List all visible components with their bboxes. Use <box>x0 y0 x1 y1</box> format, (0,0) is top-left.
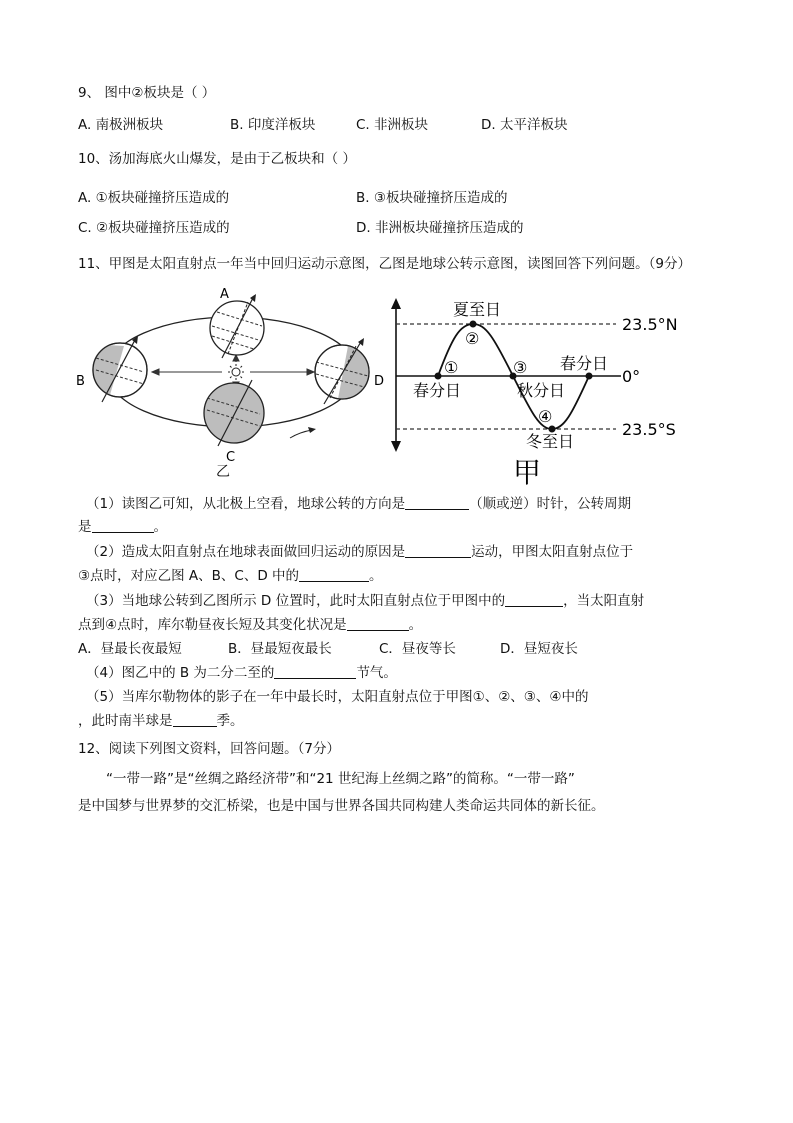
label-n3: ③ <box>513 358 528 377</box>
orbit-figure-title: 乙 <box>216 464 230 480</box>
subsolar-figure-title: 甲 <box>513 456 542 489</box>
blank-p1-direction[interactable] <box>405 495 469 510</box>
q9-option-c: C. 非洲板块 <box>356 117 429 133</box>
q11-p2-line2: ③点时，对应乙图 A、B、C、D 中的 。 <box>78 568 383 584</box>
q12-paragraph-line2: 是中国梦与世界梦的交汇桥梁，也是中国与世界各国共同构建人类命运共同体的新长征。 <box>78 798 605 814</box>
point-2 <box>470 321 477 328</box>
label-winter-solstice: 冬至日 <box>526 432 575 451</box>
label-n4: ④ <box>538 407 553 426</box>
earth-a <box>210 296 264 358</box>
blank-p2-position[interactable] <box>299 567 369 582</box>
q9-stem: 9、 图中②板块是（ ） <box>78 85 216 101</box>
point-1 <box>435 373 442 380</box>
q11-p2-line1: （2）造成太阳直射点在地球表面做回归运动的原因是 运动，甲图太阳直射点位于 <box>86 544 634 560</box>
q11-p3-line1: （3）当地球公转到乙图所示 D 位置时，此时太阳直射点位于甲图中的 ，当太阳直射 <box>86 593 645 609</box>
label-spring-right: 春分日 <box>560 354 609 373</box>
q11-p5-line2: ，此时南半球是 季。 <box>78 713 244 729</box>
earth-b <box>92 338 147 402</box>
blank-p3-daylength[interactable] <box>347 616 409 631</box>
blank-p2-motion[interactable] <box>405 543 471 558</box>
q11-p3-option-a: A．昼最长夜最短 <box>78 641 182 657</box>
q10-option-d: D. 非洲板块碰撞挤压造成的 <box>356 220 524 236</box>
point-5 <box>586 373 593 380</box>
q11-p5-line1: （5）当库尔勒物体的影子在一年中最长时，太阳直射点位于甲图①、②、③、④中的 <box>86 689 589 705</box>
q11-p3-option-b: B．昼最短夜最长 <box>228 641 332 657</box>
q12-paragraph-line1: “一带一路”是“丝绸之路经济带”和“21 世纪海上丝绸之路”的简称。“一带一路” <box>106 771 575 787</box>
label-n2: ② <box>465 329 480 348</box>
q11-p1-line2: 是 。 <box>78 519 167 535</box>
label-n1: ① <box>444 358 459 377</box>
blank-p1-period[interactable] <box>92 518 154 533</box>
q9-option-d: D. 太平洋板块 <box>481 117 568 133</box>
blank-p5-season[interactable] <box>173 712 217 727</box>
label-summer-solstice: 夏至日 <box>453 300 502 319</box>
sun-icon <box>228 364 244 380</box>
blank-p3-point[interactable] <box>505 592 563 607</box>
q9-option-a: A. 南极洲板块 <box>78 117 164 133</box>
q10-option-c: C. ②板块碰撞挤压造成的 <box>78 220 230 236</box>
q11-p4: （4）图乙中的 B 为二分二至的 节气。 <box>86 665 397 681</box>
label-spring-left: 春分日 <box>413 381 462 400</box>
label-autumn-equinox: 秋分日 <box>517 381 566 400</box>
q11-p3-line2: 点到④点时，库尔勒昼夜长短及其变化状况是 。 <box>78 617 423 633</box>
q11-stem: 11、甲图是太阳直射点一年当中回归运动示意图，乙图是地球公转示意图，读图回答下列问题。（9分） <box>78 256 692 272</box>
q11-p3-option-c: C．昼夜等长 <box>379 641 456 657</box>
q10-option-b: B. ③板块碰撞挤压造成的 <box>356 190 508 206</box>
earth-c <box>204 380 264 446</box>
subsolar-figure <box>386 298 696 488</box>
earth-d <box>315 340 369 404</box>
orbit-label-a: A <box>220 287 229 302</box>
blank-p4-term[interactable] <box>274 664 356 679</box>
q11-p1-line1: （1）读图乙可知，从北极上空看，地球公转的方向是 （顺或逆）时针，公转周期 <box>86 496 632 512</box>
label-equator: 0° <box>622 367 641 386</box>
q11-p3-option-d: D．昼短夜长 <box>500 641 578 657</box>
q10-option-a: A. ①板块碰撞挤压造成的 <box>78 190 230 206</box>
q12-stem: 12、阅读下列图文资料，回答问题。（7分） <box>78 741 341 757</box>
label-23-5-s: 23.5°S <box>622 420 676 439</box>
label-23-5-n: 23.5°N <box>622 315 678 334</box>
orbit-label-b: B <box>76 374 85 389</box>
q10-stem: 10、汤加海底火山爆发，是由于乙板块和（ ） <box>78 151 356 167</box>
orbit-label-c: C <box>226 450 236 465</box>
orbit-figure <box>72 286 385 465</box>
orbit-label-d: D <box>374 374 385 389</box>
q9-option-b: B. 印度洋板块 <box>230 117 316 133</box>
